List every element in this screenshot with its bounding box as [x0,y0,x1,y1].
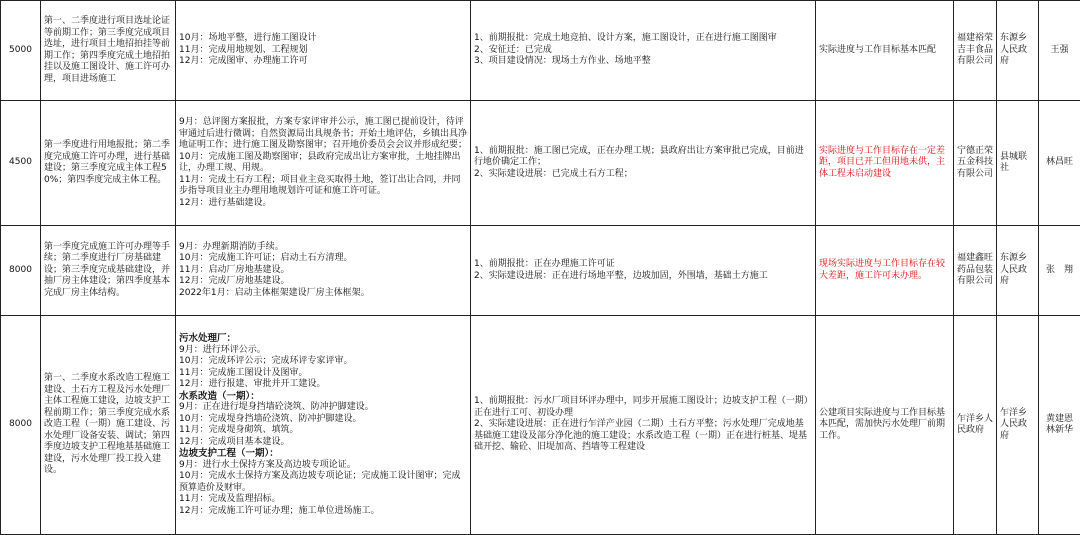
monthly-plan-cell [176,316,471,535]
progress-line: 1、前期报批：施工图已完成，正在办理工规；县政府出让方案审批已完成，目前进行地价确定工作； [474,146,812,169]
government-cell: 县城联社 [997,101,1039,226]
government-cell: 东源乡人民政府 [997,1,1039,101]
actual-progress-cell [471,101,816,226]
assessment-cell: 实际进度与工作目标基本匹配 [816,1,954,101]
monthly-plan-heading: 水系改造（一期）： [179,391,467,403]
monthly-plan-line: 9月：正在进行堤身挡墙砼浇筑、防冲护脚建设。 [179,402,467,414]
annual-plan-cell: 第一季度完成施工许可办理等手续；第二季度进行厂房基础建设；第三季度完成基础建设，并抽厂房主体建设；第四季度基本完成厂房主体结构。 [41,226,176,316]
monthly-plan-line: 12月：完成项目基本建设。 [179,437,467,449]
annual-plan-cell: 第一、二季度水系改造工程施工建设、土石方工程及污水处理厂主体工程施工建设，边坡支护工程前期工作；第三季度完成水系改造工程（一期）施工建设、污水处理厂设备安装、调试；第四季度边坡支护工程地基基础施工建设，污水处理厂投工投入建设。 [41,316,176,535]
monthly-plan-line: 2022年1月：启动主体框架建设厂房主体框架。 [179,288,467,300]
government-cell: 东源乡人民政府 [997,226,1039,316]
company-cell: 福建鑫旺药品包装有限公司 [954,226,997,316]
investment-cell: 8000 [1,226,41,316]
monthly-plan-line: 12月：完成施工许可证办理；施工单位进场施工。 [179,506,467,518]
progress-line: 2、安征迁：已完成 [474,45,812,57]
monthly-plan-line: 10月：完成水土保持方案及高边坡专项论证；完成施工设计图审；完成预算造价及财审。 [179,471,467,494]
table-row [1,226,1080,316]
monthly-plan-line: 10月：完成堤身挡墙砼浇筑、防冲护脚建设。 [179,414,467,426]
monthly-plan-line: 10月：场地平整，进行施工图设计 [179,33,467,45]
monthly-plan-heading: 污水处理厂： [179,333,467,345]
government-cell: 乍洋乡人民政府 [997,316,1039,535]
table-row [1,1,1080,101]
assessment-cell: 实际进度与工作目标存在一定差距，项目已开工但用地未供，主体工程未启动建设 [816,101,954,226]
progress-line: 1、前期报批：污水厂项目环评办理中，同步开展施工图设计；边坡支护工程（一期）正在进行工可、初设办理 [474,396,812,419]
person-cell: 林昌旺 [1039,101,1080,226]
monthly-plan-line: 12月：完成图审、办理施工许可 [179,56,467,68]
monthly-plan-line: 11月：完成用地规划、工程规划 [179,45,467,57]
monthly-plan-line: 11月：完成土石方工程；项目业主竞买取得土地，签订出让合同，并同步指导项目业主办理用地规划许可证和施工许可证。 [179,175,467,198]
person-cell: 王强 [1039,1,1080,101]
company-cell: 福建裕荣吉丰食品有限公司 [954,1,997,101]
progress-line: 2、实际建设进展：正在进行乍洋产业园（二期）土石方平整；污水处理厂完成地基基础施工建设及部分净化池的施工建设；水系改造工程（一期）正在进行桩基、堤基础开挖、输砼、旧堤加高、挡墙等工程建设 [474,419,812,454]
monthly-plan-line: 10月：完成环评公示；完成环评专家评审。 [179,356,467,368]
monthly-plan-cell [176,226,471,316]
investment-cell: 8000 [1,316,41,535]
monthly-plan-line: 9月：办理新期消防手续。 [179,242,467,254]
investment-cell: 4500 [1,101,41,226]
table-row [1,101,1080,226]
monthly-plan-line: 11月：启动厂房地基建设。 [179,265,467,277]
annual-plan-cell: 第一季度进行用地报批；第二季度完成施工许可办理，进行基础建设；第三季度完成主体工程50%；第四季度完成主体工程。 [41,101,176,226]
progress-line: 2、实际建设进展：正在进行场地平整，边坡加固，外围墙，基础土方施工 [474,271,812,283]
monthly-plan-heading: 边坡支护工程（一期）： [179,448,467,460]
assessment-cell: 公建项目实际进度与工作目标基本匹配，需加快污水处理厂前期工作。 [816,316,954,535]
monthly-plan-line: 10月：完成施工图及勘察图审；县政府完成出让方案审批，土地挂牌出让，办理工规、用规。 [179,152,467,175]
actual-progress-cell [471,1,816,101]
monthly-plan-line: 12月：完成厂房地基建设。 [179,276,467,288]
annual-plan-cell: 第一、二季度进行项目选址论证等前期工作；第三季度完成项目选址，进行项目土地招拍挂等前期工作；第四季度完成土地招拍挂以及施工图设计、施工许可办理，项目进场施工 [41,1,176,101]
progress-line: 3、项目建设情况：现场土方作业、场地平整 [474,56,812,68]
monthly-plan-line: 10月：完成施工许可证；启动土石方清理。 [179,253,467,265]
assessment-cell: 现场实际进度与工作目标存在较大差距，施工许可未办理。 [816,226,954,316]
monthly-plan-line: 9月：进行水土保持方案及高边坡专项论证。 [179,460,467,472]
table-row [1,316,1080,535]
person-cell: 张 翔 [1039,226,1080,316]
investment-cell: 5000 [1,1,41,101]
monthly-plan-line: 11月：完成及监理招标。 [179,494,467,506]
monthly-plan-line: 12月：进行报建、审批并开工建设。 [179,379,467,391]
progress-line: 2、实际建设进展：已完成土石方工程； [474,169,812,181]
progress-line: 1、前期报批：完成土地竞拍、设计方案，施工图设计，正在进行施工图图审 [474,33,812,45]
monthly-plan-cell [176,101,471,226]
progress-line: 1、前期报批：正在办理施工许可证 [474,259,812,271]
actual-progress-cell [471,226,816,316]
person-cell: 黄建恩林新华 [1039,316,1080,535]
monthly-plan-line: 11月：完成施工图设计及图审。 [179,368,467,380]
company-cell: 宁德正荣五金科技有限公司 [954,101,997,226]
monthly-plan-line: 9月：总评图方案报批，方案专家评审并公示，施工图已提前设计，待评审通过后进行微调；自然资源局出具规条书；开始土地评估，乡镇出具净地证明工作；进行施工图及勘察图审；召开地价委员会会议并形成纪要； [179,117,467,152]
monthly-plan-line: 12月：进行基础建设。 [179,198,467,210]
monthly-plan-cell [176,1,471,101]
actual-progress-cell [471,316,816,535]
company-cell: 乍洋乡人民政府 [954,316,997,535]
monthly-plan-line: 11月：完成堤身砌筑、填筑。 [179,425,467,437]
monthly-plan-line: 9月：进行环评公示。 [179,345,467,357]
